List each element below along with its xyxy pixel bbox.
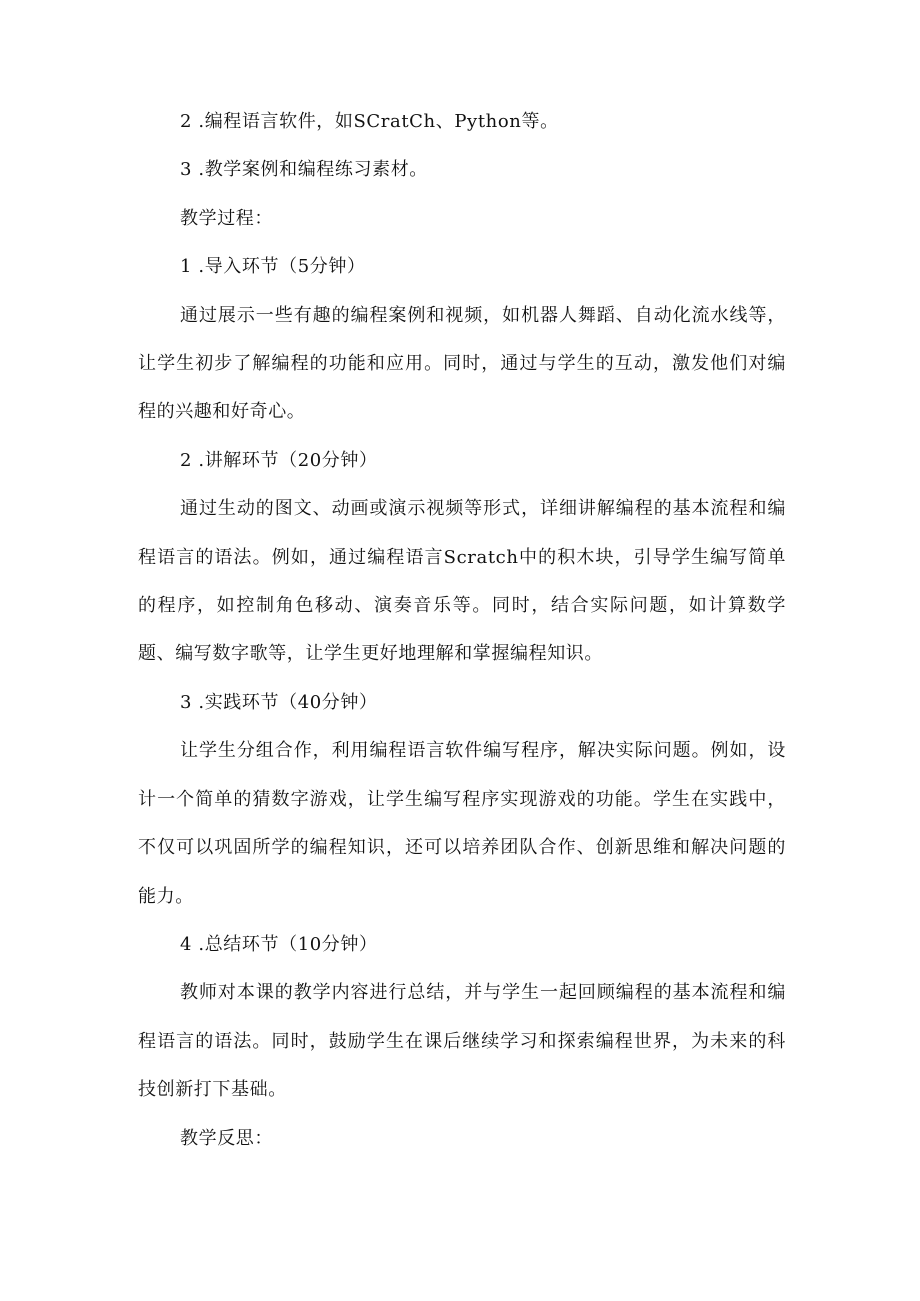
step-heading-summary: 4 .总结环节（10分钟） <box>180 933 378 955</box>
list-item-software: 2 .编程语言软件，如SCratCh、Python等。 <box>180 111 559 132</box>
paragraph-intro: 通过展示一些有趣的编程案例和视频，如机器人舞蹈、自动化流水线等，让学生初步了解编程的功能和应用。同时，通过与学生的互动，激发他们对编程的兴趣和好奇心。 <box>138 304 786 423</box>
document-body <box>138 98 786 1163</box>
step-heading-practice: 3 .实践环节（40分钟） <box>180 691 378 713</box>
paragraph-explain: 通过生动的图文、动画或演示视频等形式，详细讲解编程的基本流程和编程语言的语法。例如，通过编程语言Scratch中的积木块，引导学生编写简单的程序，如控制角色移动、演奏音乐等。同时，结合实际问题，如计算数学题、编写数字歌等，让学生更好地理解和掌握编程知识。 <box>138 498 786 665</box>
section-heading-reflection: 教学反思： <box>180 1127 273 1149</box>
paragraph-practice: 让学生分组合作，利用编程语言软件编写程序，解决实际问题。例如，设计一个简单的猜数字游戏，让学生编写程序实现游戏的功能。学生在实践中，不仅可以巩固所学的编程知识，还可以培养团队合作、创新思维和解决问题的能力。 <box>138 740 786 907</box>
section-heading-process: 教学过程： <box>180 207 273 229</box>
step-heading-explain: 2 .讲解环节（20分钟） <box>180 449 378 471</box>
list-item-materials: 3 .教学案例和编程练习素材。 <box>180 159 428 181</box>
step-heading-intro: 1 .导入环节（5分钟） <box>180 256 366 278</box>
paragraph-summary: 教师对本课的教学内容进行总结，并与学生一起回顾编程的基本流程和编程语言的语法。同时，鼓励学生在课后继续学习和探索编程世界，为未来的科技创新打下基础。 <box>138 982 786 1101</box>
